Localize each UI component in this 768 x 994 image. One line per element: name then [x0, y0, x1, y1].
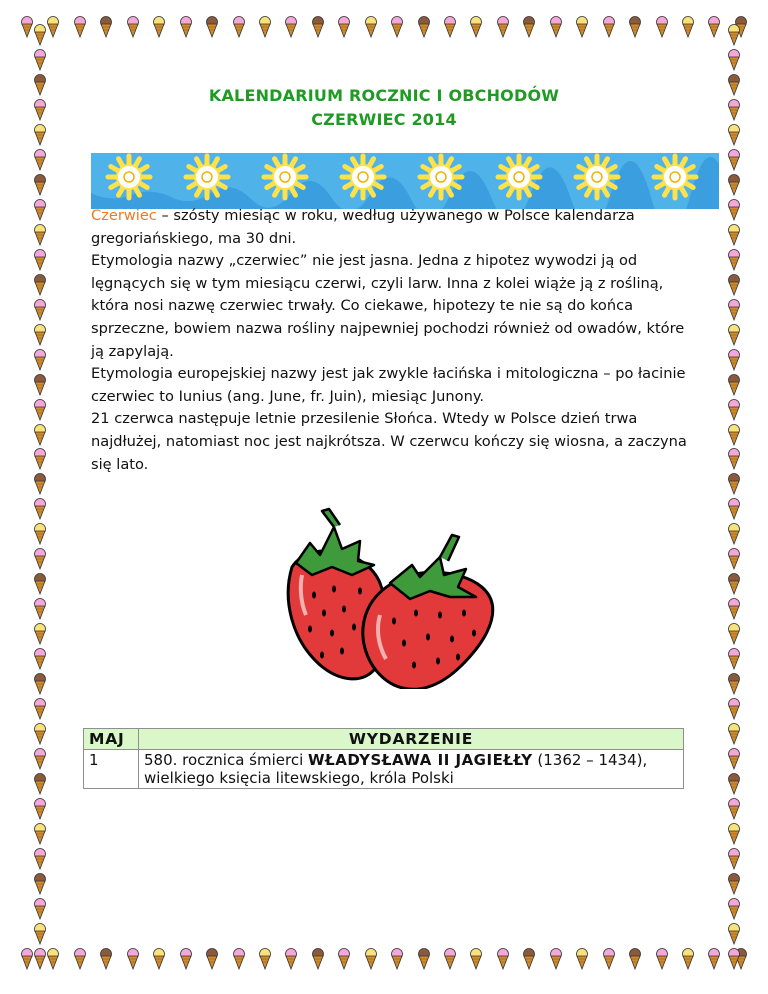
ice-cream-cone-icon [727, 249, 741, 271]
intro-paragraph-4: 21 czerwca następuje letnie przesilenie Słońca. Wtedy w Polsce dzień trwa najdłużej, natomiast noc jest najkrótsza. W czerwcu kończy się wiosna, a zaczyna się lato. [91, 410, 687, 473]
ice-cream-cone-icon [727, 224, 741, 246]
ice-cream-cone-icon [390, 16, 404, 38]
ice-cream-cone-icon [33, 174, 47, 196]
ice-cream-cone-icon [727, 773, 741, 795]
ice-cream-cone-icon [602, 948, 616, 970]
column-header-day: MAJ [84, 729, 139, 750]
ice-cream-cone-icon [727, 473, 741, 495]
ice-cream-cone-icon [727, 49, 741, 71]
ice-cream-cone-icon [205, 16, 219, 38]
ice-cream-cone-icon [727, 424, 741, 446]
ice-cream-cone-icon [727, 498, 741, 520]
ice-cream-cone-icon [99, 948, 113, 970]
ice-cream-cone-icon [33, 848, 47, 870]
ice-cream-cone-icon [727, 199, 741, 221]
ice-cream-cone-icon [575, 16, 589, 38]
intro-paragraph-3: Etymologia europejskiej nazwy jest jak zwykle łacińska i mitologiczna – po łacinie czerwiec to Iunius (ang. June, fr. Juin), miesiąc Junony. [91, 365, 686, 405]
ice-cream-cone-icon [390, 948, 404, 970]
ice-cream-cone-icon [232, 16, 246, 38]
ice-cream-cone-icon [628, 16, 642, 38]
ice-cream-cone-icon [443, 16, 457, 38]
table-header-row [84, 729, 684, 750]
ice-cream-cone-icon [33, 923, 47, 945]
ice-cream-cone-icon [727, 898, 741, 920]
ice-cream-cone-icon [33, 24, 47, 46]
ice-cream-cone-icon [33, 623, 47, 645]
ice-cream-cone-icon [727, 523, 741, 545]
ice-cream-cone-icon [364, 16, 378, 38]
ice-cream-cone-icon [179, 16, 193, 38]
events-table [83, 728, 684, 789]
ice-cream-cone-icon [522, 948, 536, 970]
ice-cream-cone-icon [126, 948, 140, 970]
ice-cream-cone-icon [284, 16, 298, 38]
ice-cream-cone-icon [364, 948, 378, 970]
ice-cream-cone-icon [33, 448, 47, 470]
ice-cream-cone-icon [311, 16, 325, 38]
ice-cream-cone-icon [33, 898, 47, 920]
intro-paragraph-1-rest: – szósty miesiąc w roku, według używanego w Polsce kalendarza gregoriańskiego, ma 30 dni. [91, 207, 635, 247]
ice-cream-cone-icon [681, 948, 695, 970]
ice-cream-cone-icon [707, 948, 721, 970]
ice-cream-cone-icon [33, 648, 47, 670]
sun-banner-graphic [91, 153, 719, 209]
ice-cream-cone-icon [284, 948, 298, 970]
ice-cream-cone-icon [628, 948, 642, 970]
ice-cream-cone-icon [727, 349, 741, 371]
ice-cream-cone-icon [33, 823, 47, 845]
ice-cream-cone-icon [727, 948, 741, 970]
sun-icon [654, 156, 696, 198]
column-header-event: WYDARZENIE [139, 729, 684, 750]
ice-cream-cone-icon [33, 473, 47, 495]
ice-cream-cone-icon [727, 823, 741, 845]
ice-cream-cone-icon [602, 16, 616, 38]
ice-cream-cone-icon [33, 548, 47, 570]
ice-cream-cone-icon [152, 16, 166, 38]
ice-cream-cone-icon [496, 948, 510, 970]
ice-cream-cone-icon [727, 448, 741, 470]
ice-cream-cone-icon [152, 948, 166, 970]
border-right [722, 24, 746, 970]
ice-cream-cone-icon [727, 923, 741, 945]
ice-cream-cone-icon [681, 16, 695, 38]
ice-cream-cone-icon [727, 848, 741, 870]
ice-cream-cone-icon [33, 374, 47, 396]
ice-cream-cone-icon [655, 948, 669, 970]
event-cell [139, 750, 684, 789]
title-line-1: KALENDARIUM ROCZNIC I OBCHODÓW [208, 86, 560, 105]
ice-cream-cone-icon [727, 598, 741, 620]
ice-cream-cone-icon [33, 224, 47, 246]
ice-cream-cone-icon [258, 948, 272, 970]
ice-cream-cone-icon [205, 948, 219, 970]
ice-cream-cone-icon [549, 16, 563, 38]
ice-cream-cone-icon [727, 274, 741, 296]
ice-cream-cone-icon [727, 648, 741, 670]
ice-cream-cone-icon [33, 424, 47, 446]
ice-cream-cone-icon [469, 16, 483, 38]
ice-cream-cone-icon [126, 16, 140, 38]
ice-cream-cone-icon [575, 948, 589, 970]
ice-cream-cone-icon [727, 24, 741, 46]
ice-cream-cone-icon [33, 873, 47, 895]
ice-cream-cone-icon [311, 948, 325, 970]
ice-cream-cone-icon [337, 948, 351, 970]
ice-cream-cone-icon [33, 299, 47, 321]
ice-cream-cone-icon [417, 948, 431, 970]
ice-cream-cone-icon [655, 16, 669, 38]
ice-cream-cone-icon [443, 948, 457, 970]
ice-cream-cone-icon [727, 573, 741, 595]
ice-cream-cone-icon [727, 798, 741, 820]
ice-cream-cone-icon [727, 324, 741, 346]
table-row [84, 750, 684, 789]
ice-cream-cone-icon [727, 723, 741, 745]
ice-cream-cone-icon [337, 16, 351, 38]
border-bottom [0, 948, 768, 978]
ice-cream-cone-icon [522, 16, 536, 38]
intro-paragraph-2: Etymologia nazwy „czerwiec” nie jest jasna. Jedna z hipotez wywodzi ją od lęgnących się w tym miesiącu czerwi, czyli larw. Inna z kolei wiąże ją z rośliną, która nosi nazwę czerwiec trwały. Co ciekawe, hipotezy te nie są do końca sprzeczne, bowiem nazwa rośliny najpewniej pochodzi również od owadów, które ją zapylają. [91, 252, 685, 360]
border-top [0, 16, 768, 46]
ice-cream-cone-icon [727, 548, 741, 570]
ice-cream-cone-icon [417, 16, 431, 38]
ice-cream-cone-icon [33, 748, 47, 770]
strawberries-icon [262, 505, 506, 689]
ice-cream-cone-icon [727, 399, 741, 421]
ice-cream-cone-icon [496, 16, 510, 38]
ice-cream-cone-icon [727, 748, 741, 770]
ice-cream-cone-icon [33, 249, 47, 271]
ice-cream-cone-icon [33, 798, 47, 820]
ice-cream-cone-icon [33, 149, 47, 171]
ice-cream-cone-icon [33, 723, 47, 745]
event-person-name: WŁADYSŁAWA II JAGIEŁŁY [308, 751, 533, 769]
ice-cream-cone-icon [99, 16, 113, 38]
sun-banner [91, 153, 719, 209]
ice-cream-cone-icon [258, 16, 272, 38]
ice-cream-cone-icon [727, 149, 741, 171]
ice-cream-cone-icon [33, 399, 47, 421]
ice-cream-cone-icon [727, 698, 741, 720]
title-line-2: CZERWIEC 2014 [311, 110, 457, 129]
ice-cream-cone-icon [33, 773, 47, 795]
intro-text [91, 205, 691, 476]
ice-cream-cone-icon [33, 598, 47, 620]
ice-cream-cone-icon [727, 374, 741, 396]
ice-cream-cone-icon [707, 16, 721, 38]
ice-cream-cone-icon [33, 274, 47, 296]
event-text-after: (1362 – 1434), wielkiego księcia litewskiego, króla Polski [144, 751, 648, 787]
ice-cream-cone-icon [179, 948, 193, 970]
ice-cream-cone-icon [727, 174, 741, 196]
event-text-before: 580. rocznica śmierci [144, 751, 309, 769]
ice-cream-cone-icon [33, 523, 47, 545]
ice-cream-cone-icon [33, 498, 47, 520]
border-left [28, 24, 52, 970]
ice-cream-cone-icon [33, 948, 47, 970]
ice-cream-cone-icon [232, 948, 246, 970]
ice-cream-cone-icon [33, 324, 47, 346]
page-title [0, 84, 768, 132]
ice-cream-cone-icon [549, 948, 563, 970]
ice-cream-cone-icon [73, 948, 87, 970]
ice-cream-cone-icon [727, 673, 741, 695]
ice-cream-cone-icon [33, 673, 47, 695]
ice-cream-cone-icon [33, 199, 47, 221]
ice-cream-cone-icon [727, 299, 741, 321]
sun-icon [108, 156, 150, 198]
ice-cream-cone-icon [33, 698, 47, 720]
ice-cream-cone-icon [469, 948, 483, 970]
intro-paragraph-1 [91, 205, 691, 250]
day-cell: 1 [84, 750, 139, 789]
strawberry-right [363, 535, 493, 689]
ice-cream-cone-icon [33, 349, 47, 371]
month-name-highlight: Czerwiec [91, 207, 157, 224]
ice-cream-cone-icon [727, 623, 741, 645]
ice-cream-cone-icon [727, 873, 741, 895]
ice-cream-cone-icon [33, 49, 47, 71]
ice-cream-cone-icon [33, 573, 47, 595]
ice-cream-cone-icon [73, 16, 87, 38]
